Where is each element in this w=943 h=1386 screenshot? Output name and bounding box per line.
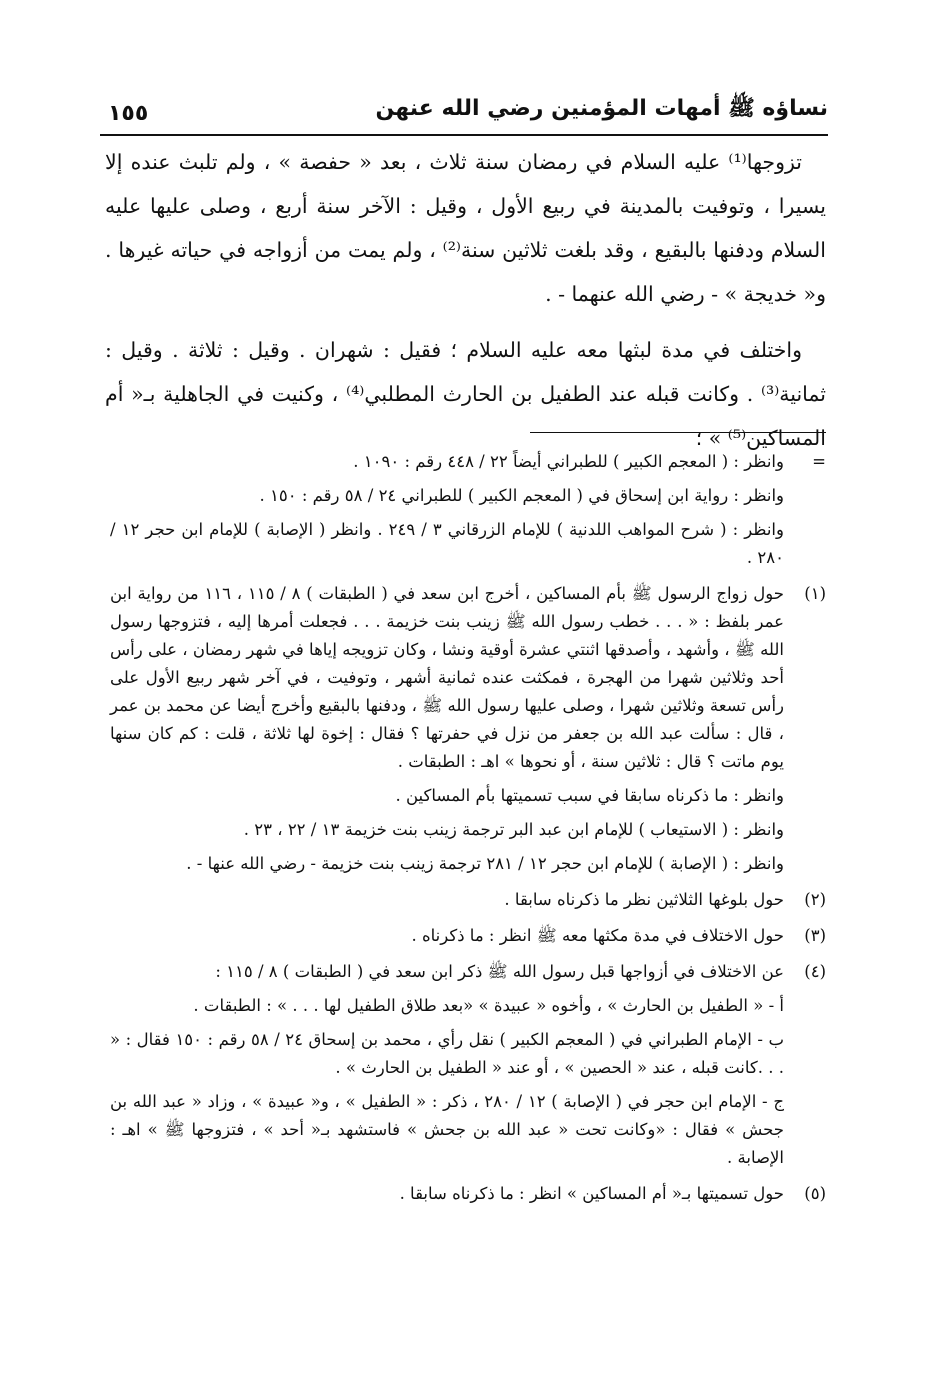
footnote-4 xyxy=(110,958,826,1172)
footnote-text: حول بلوغها الثلاثين نظر ما ذكرناه سابقا . xyxy=(504,890,784,909)
footnote-mark: (٥) xyxy=(804,1184,826,1203)
footnote-line: وانظر : ( الاستيعاب ) للإمام ابن عبد البر ترجمة زينب بنت خزيمة ١٣ / ٢٢ ، ٢٣ . xyxy=(243,820,784,839)
footnote-text: حول تسميتها بـ« أم المساكين » انظر : ما ذكرناه سابقا . xyxy=(399,1184,784,1203)
footnote-separator xyxy=(530,432,826,433)
footnote-text: عن الاختلاف في أزواجها قبل رسول الله ﷺ ذكر ابن سعد في ( الطبقات ) ٨ / ١١٥ : xyxy=(215,962,784,981)
footnote-continued xyxy=(110,448,826,572)
footnote-line: ج - الإمام ابن حجر في ( الإصابة ) ١٢ / ٢٨٠ ، ذكر : « الطفيل » ، و« عبيدة » ، وزاد « عبد الله بن جحش » فقال : «وكانت تحت « عبد الله بن جحش » فاستشهد بـ« أحد » ، فتزوجها ﷺ » اهـ : الإصابة . xyxy=(110,1092,784,1167)
footnote-line: وانظر : ( شرح المواهب اللدنية ) للإمام الزرقاني ٣ / ٢٤٩ . وانظر ( الإصابة ) للإمام ابن حجر ١٢ / ٢٨٠ . xyxy=(110,520,784,567)
footnote-text: حول زواج الرسول ﷺ بأم المساكين ، أخرج ابن سعد في ( الطبقات ) ٨ / ١١٥ ، ١١٦ من رواية ابن عمر بلفظ : « . . . خطب رسول الله ﷺ زينب بنت خزيمة . . . فجعلت أمرها إليه ، فتزوجها رسول الله ﷺ ، وأشهد ، وأصدقها اثنتي عشرة أوقية ونشا ، وكان تزويجه إياها في شهر رمضان ، على رأس أحد وثلاثين شهرا من الهجرة ، فمكثت عنده ثمانية أشهر ، وتوفيت ، في آخر شهر ربيع الأول على رأس تسعة وثلاثين شهرا ، وصلى عليها رسول الله ﷺ ، ودفنها بالبقيع وأخرج أيضا عن محمد بن عمر ، قال : سألت عبد الله بن جعفر من نزل في حفرتها ؟ فقال : إخوة لها ثلاثة ، قلت : كم كان سنها يوم ماتت ؟ قال : ثلاثين سنة ، أو نحوها » اهـ : الطبقات . xyxy=(110,584,784,771)
paragraph: واختلف في مدة لبثها معه عليه السلام ؛ فقيل : شهران . وقيل : ثلاثة . وقيل : ثمانية⁽³⁾ . وكانت قبله عند الطفيل بن الحارث المطلبي⁽⁴⁾ ، وكنيت في الجاهلية بـ« أم المساكين⁽⁵⁾ » ؛ xyxy=(105,338,826,450)
page-number: ١٥٥ xyxy=(108,101,149,126)
footnote-mark: (١) xyxy=(804,584,826,603)
footnote-line: وانظر : رواية ابن إسحاق في ( المعجم الكبير ) للطبراني ٢٤ / ٥٨ رقم : ١٥٠ . xyxy=(259,486,784,505)
running-title: نساؤه ﷺ أمهات المؤمنين رضي الله عنهن xyxy=(375,96,828,121)
paragraph: تزوجها⁽¹⁾ عليه السلام في رمضان سنة ثلاث ، بعد « حفصة » ، ولم تلبث عنده إلا يسيرا ، وتوفيت بالمدينة في ربيع الأول ، وقيل : الآخر سنة أربع ، وصلى عليها عليه السلام ودفنها بالبقيع ، وقد بلغت ثلاثين سنة⁽²⁾ ، ولم يمت من أزواجه في حياته غيرها . و« خديجة » - رضي الله عنهما - . xyxy=(105,150,826,306)
footnote-mark: (٤) xyxy=(804,962,826,981)
footnote-1 xyxy=(110,580,826,878)
footnote-text: حول الاختلاف في مدة مكثها معه ﷺ انظر : ما ذكرناه . xyxy=(411,926,784,945)
footnote-5 xyxy=(110,1180,826,1208)
footnote-line: وانظر : ( المعجم الكبير ) للطبراني أيضاً ٢٢ / ٤٤٨ رقم : ١٠٩٠ . xyxy=(353,452,784,471)
page-header xyxy=(100,84,828,136)
footnote-mark: (٣) xyxy=(804,926,826,945)
footnote-line: وانظر : ما ذكرناه سابقا في سبب تسميتها بأم المساكين . xyxy=(395,786,784,805)
footnote-mark: = xyxy=(812,452,826,471)
footnote-2 xyxy=(110,886,826,914)
footnote-line: أ - « الطفيل بن الحارث » ، وأخوه « عبيدة » «بعد طلاق الطفيل لها . . . » : الطبقات . xyxy=(193,996,784,1015)
main-text xyxy=(105,140,826,460)
footnote-mark: (٢) xyxy=(804,890,826,909)
footnote-line: وانظر : ( الإصابة ) للإمام ابن حجر ١٢ / ٢٨١ ترجمة زينب بنت خزيمة - رضي الله عنها - . xyxy=(186,854,784,873)
footnote-line: ب - الإمام الطبراني في ( المعجم الكبير ) نقل رأي ، محمد بن إسحاق ٢٤ / ٥٨ رقم : ١٥٠ فقال : « . . .كانت قبله ، عند « الحصين » ، أو عند « الطفيل بن الحارث » . xyxy=(110,1030,784,1077)
footnotes xyxy=(110,448,826,1208)
footnote-3 xyxy=(110,922,826,950)
